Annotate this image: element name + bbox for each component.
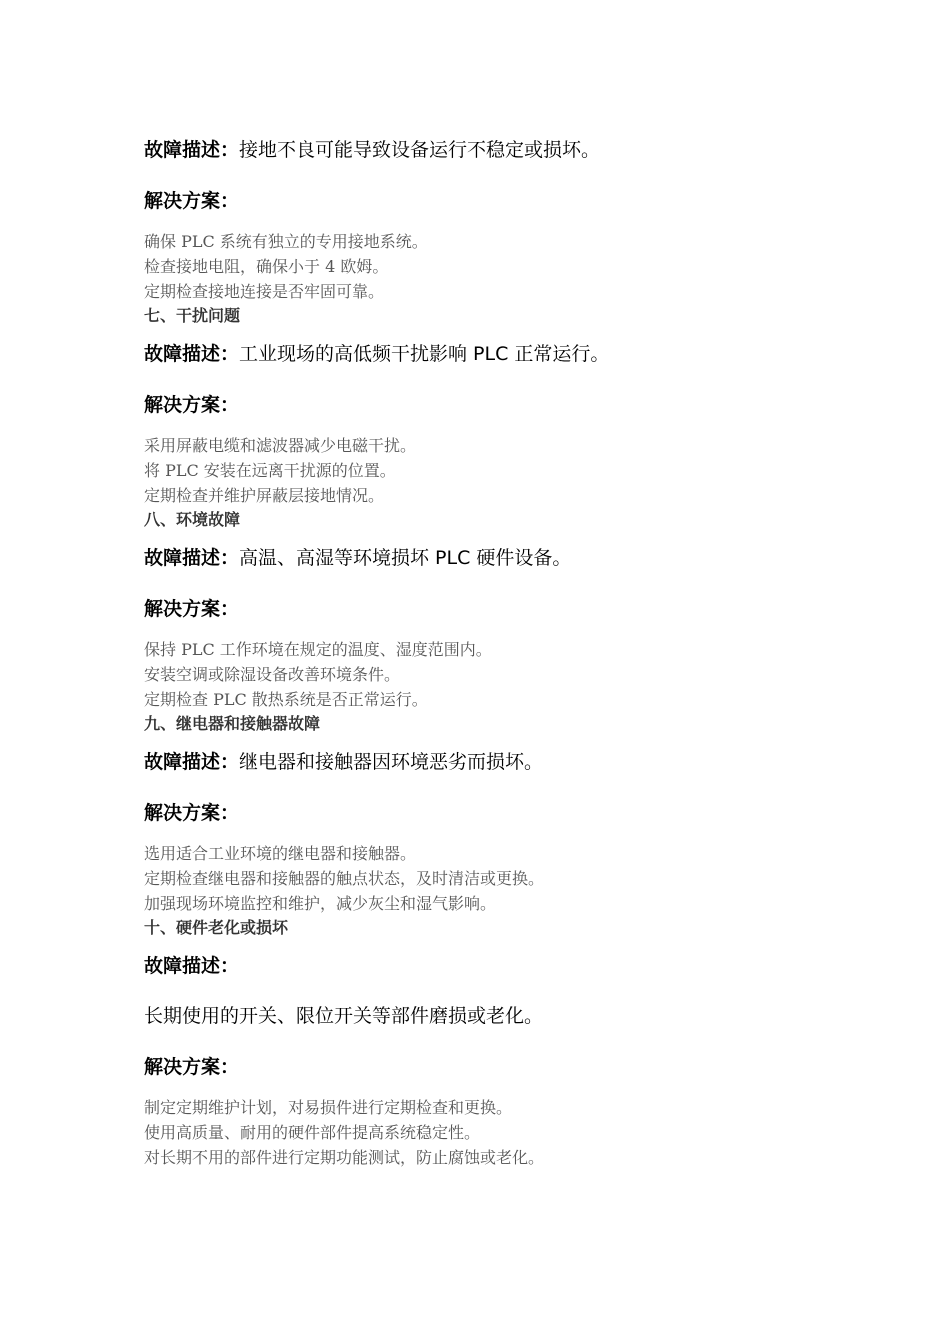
solution-item: 检查接地电阻，确保小于 4 欧姆。 <box>144 257 389 276</box>
section-title: 十、硬件老化或损坏 <box>144 918 289 937</box>
solution-item: 使用高质量、耐用的硬件部件提高系统稳定性。 <box>144 1123 481 1142</box>
spacer <box>144 328 844 340</box>
solution-item: 定期检查继电器和接触器的触点状态，及时清洁或更换。 <box>144 869 545 888</box>
spacer <box>144 980 844 1002</box>
spacer <box>144 419 844 433</box>
solution-item: 确保 PLC 系统有独立的专用接地系统。 <box>144 232 428 251</box>
fault-description <box>144 136 844 164</box>
spacer <box>144 623 844 637</box>
fault-description <box>144 748 844 776</box>
spacer <box>144 572 844 595</box>
fault-description-text: 高温、高湿等环境损坏 PLC 硬件设备。 <box>239 547 572 569</box>
solution-item: 定期检查 PLC 散热系统是否正常运行。 <box>144 690 428 709</box>
fault-description <box>144 952 844 980</box>
solution-item: 定期检查并维护屏蔽层接地情况。 <box>144 486 385 505</box>
solution-heading: 解决方案： <box>144 190 240 212</box>
solution-item: 保持 PLC 工作环境在规定的温度、湿度范围内。 <box>144 640 492 659</box>
section-title: 七、干扰问题 <box>144 306 241 325</box>
solution-heading: 解决方案： <box>144 598 240 620</box>
section-title: 九、继电器和接触器故障 <box>144 714 321 733</box>
fault-section <box>144 304 844 508</box>
spacer <box>144 736 844 748</box>
fault-description-label: 故障描述： <box>144 343 240 365</box>
fault-section <box>144 136 844 304</box>
document-page <box>144 136 844 1170</box>
spacer <box>144 1030 844 1053</box>
fault-description-text: 继电器和接触器因环境恶劣而损坏。 <box>239 751 544 773</box>
spacer <box>144 827 844 841</box>
solution-item: 定期检查接地连接是否牢固可靠。 <box>144 282 385 301</box>
spacer <box>144 940 844 952</box>
fault-description-label: 故障描述： <box>144 955 240 977</box>
section-title: 八、环境故障 <box>144 510 241 529</box>
fault-description-text: 接地不良可能导致设备运行不稳定或损坏。 <box>239 139 601 161</box>
solution-item: 将 PLC 安装在远离干扰源的位置。 <box>144 461 396 480</box>
solution-item: 选用适合工业环境的继电器和接触器。 <box>144 844 417 863</box>
spacer <box>144 532 844 544</box>
solution-heading: 解决方案： <box>144 802 240 824</box>
fault-section <box>144 916 844 1170</box>
fault-description-text: 长期使用的开关、限位开关等部件磨损或老化。 <box>144 1005 544 1027</box>
fault-description <box>144 544 844 572</box>
spacer <box>144 215 844 229</box>
solution-item: 对长期不用的部件进行定期功能测试，防止腐蚀或老化。 <box>144 1148 545 1167</box>
fault-section <box>144 712 844 916</box>
spacer <box>144 1081 844 1095</box>
solution-item: 加强现场环境监控和维护，减少灰尘和湿气影响。 <box>144 894 497 913</box>
spacer <box>144 368 844 391</box>
fault-description-text: 工业现场的高低频干扰影响 PLC 正常运行。 <box>239 343 610 365</box>
spacer <box>144 164 844 187</box>
solution-item: 安装空调或除湿设备改善环境条件。 <box>144 665 401 684</box>
fault-section <box>144 508 844 712</box>
solution-heading: 解决方案： <box>144 394 240 416</box>
solution-item: 采用屏蔽电缆和滤波器减少电磁干扰。 <box>144 436 417 455</box>
fault-description-label: 故障描述： <box>144 751 240 773</box>
fault-description-label: 故障描述： <box>144 139 240 161</box>
fault-description <box>144 340 844 368</box>
spacer <box>144 776 844 799</box>
solution-heading: 解决方案： <box>144 1056 240 1078</box>
solution-item: 制定定期维护计划，对易损件进行定期检查和更换。 <box>144 1098 513 1117</box>
fault-description-label: 故障描述： <box>144 547 240 569</box>
